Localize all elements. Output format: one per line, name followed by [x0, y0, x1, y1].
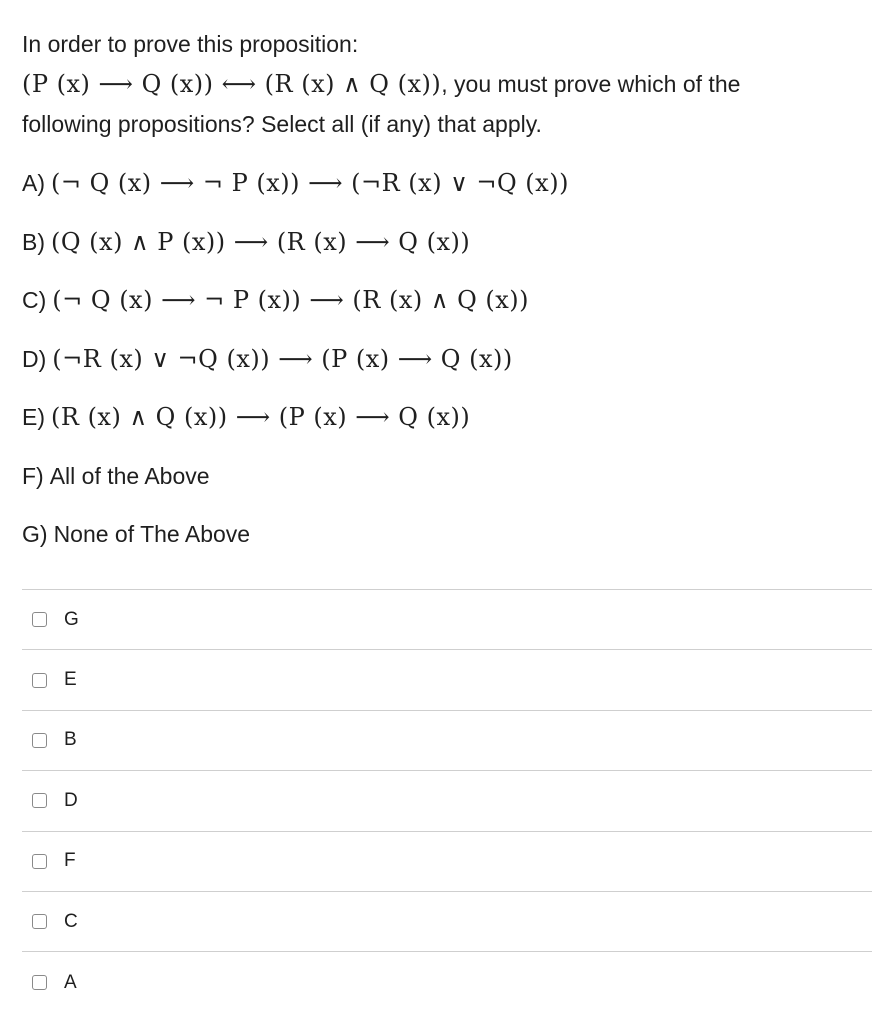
answer-option-c[interactable] — [22, 892, 872, 952]
answer-label: F — [64, 850, 76, 872]
choice-letter: A) — [22, 170, 45, 196]
choice-list — [22, 160, 882, 570]
choice-letter: E) — [22, 404, 45, 430]
choice-letter: G) — [22, 521, 48, 547]
question-prompt — [22, 24, 882, 144]
answer-option-f[interactable] — [22, 832, 872, 892]
checkbox[interactable] — [32, 612, 47, 627]
choice-b — [22, 219, 882, 278]
choice-formula: (¬R (x) ∨ ¬Q (x)) ⟶ (P (x) ⟶ Q (x)) — [52, 344, 513, 373]
checkbox[interactable] — [32, 854, 47, 869]
checkbox[interactable] — [32, 914, 47, 929]
choice-letter: B) — [22, 228, 45, 255]
answer-label: D — [64, 789, 78, 811]
choice-text: All of the Above — [49, 462, 210, 489]
question-line-3: following propositions? Select all (if any) that apply. — [22, 111, 542, 137]
choice-formula: (¬ Q (x) ⟶ ¬ P (x)) ⟶ (¬R (x) ∨ ¬Q (x)) — [51, 169, 569, 197]
choice-letter: F) — [22, 462, 44, 489]
answer-label: A — [64, 971, 77, 993]
choice-a — [22, 160, 882, 219]
checkbox[interactable] — [32, 673, 47, 688]
choice-formula: (Q (x) ∧ P (x)) ⟶ (R (x) ⟶ Q (x)) — [51, 227, 471, 256]
answer-option-e[interactable] — [22, 650, 872, 710]
choice-c — [22, 277, 882, 336]
answer-option-a[interactable] — [22, 952, 872, 1012]
choice-letter: C) — [22, 287, 47, 313]
question-line-2-text: , you must prove which of the — [441, 71, 741, 97]
main-proposition: (P (x) ⟶ Q (x)) ⟷ (R (x) ∧ Q (x)) — [22, 70, 442, 98]
question-line-1: In order to prove this proposition: — [22, 31, 359, 57]
choice-letter: D) — [22, 345, 47, 372]
answer-option-d[interactable] — [22, 771, 872, 831]
choice-d — [22, 336, 882, 395]
answer-option-b[interactable] — [22, 711, 872, 771]
choice-formula: (R (x) ∧ Q (x)) ⟶ (P (x) ⟶ Q (x)) — [51, 403, 471, 431]
checkbox[interactable] — [32, 793, 47, 808]
checkbox[interactable] — [32, 733, 47, 748]
checkbox[interactable] — [32, 975, 47, 990]
answer-label: C — [64, 910, 78, 932]
choice-formula: (¬ Q (x) ⟶ ¬ P (x)) ⟶ (R (x) ∧ Q (x)) — [52, 286, 529, 314]
choice-text: None of The Above — [53, 521, 251, 547]
answer-label: B — [64, 729, 77, 751]
answer-label: G — [64, 608, 79, 630]
choice-f — [22, 453, 882, 512]
choice-e — [22, 394, 882, 453]
choice-g — [22, 511, 882, 570]
answer-option-g[interactable] — [22, 590, 872, 650]
answer-options — [22, 589, 872, 1013]
answer-label: E — [64, 669, 77, 691]
question-line-2 — [22, 64, 882, 104]
